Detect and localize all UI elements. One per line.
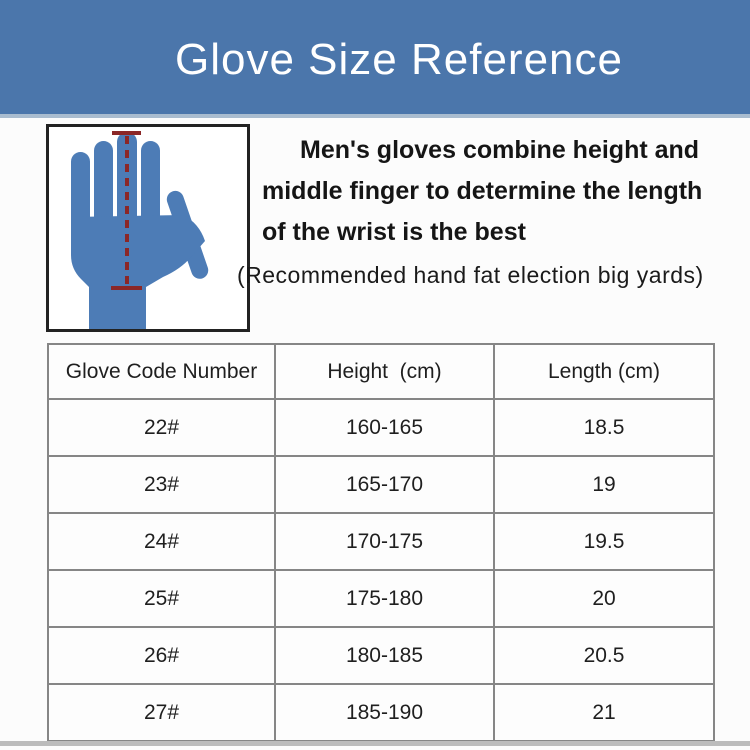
col-header-length: Length (cm) <box>494 344 714 399</box>
cell-length: 21 <box>494 684 714 741</box>
cell-code: 22# <box>48 399 275 456</box>
description-line: Men's gloves combine height and <box>300 136 700 164</box>
cell-length: 19 <box>494 456 714 513</box>
recommendation-note: (Recommended hand fat election big yards) <box>237 262 704 288</box>
table-row <box>48 684 714 741</box>
cell-length: 20 <box>494 570 714 627</box>
description-line: middle finger to determine the length <box>262 177 703 205</box>
page-bottom-edge <box>0 741 750 746</box>
cell-height: 165-170 <box>275 456 494 513</box>
cell-height: 175-180 <box>275 570 494 627</box>
cell-length: 20.5 <box>494 627 714 684</box>
glove-hand-icon <box>49 127 247 329</box>
cell-height: 170-175 <box>275 513 494 570</box>
description-text <box>262 130 702 253</box>
glove-silhouette <box>71 132 211 329</box>
table-row <box>48 399 714 456</box>
size-table <box>47 343 715 742</box>
cell-code: 25# <box>48 570 275 627</box>
cell-code: 23# <box>48 456 275 513</box>
description-line: of the wrist is the best <box>262 218 526 246</box>
page-title: Glove Size Reference <box>175 35 623 84</box>
table-header-row <box>48 344 714 399</box>
col-header-height: Height (cm) <box>275 344 494 399</box>
cell-height: 185-190 <box>275 684 494 741</box>
table-row <box>48 570 714 627</box>
cell-length: 18.5 <box>494 399 714 456</box>
cell-code: 24# <box>48 513 275 570</box>
cell-code: 26# <box>48 627 275 684</box>
col-header-glove-code: Glove Code Number <box>48 344 275 399</box>
table-row <box>48 456 714 513</box>
header-banner <box>0 0 750 118</box>
hand-measurement-figure <box>46 124 250 332</box>
cell-height: 160-165 <box>275 399 494 456</box>
table-row <box>48 513 714 570</box>
cell-height: 180-185 <box>275 627 494 684</box>
table-row <box>48 627 714 684</box>
cell-code: 27# <box>48 684 275 741</box>
cell-length: 19.5 <box>494 513 714 570</box>
